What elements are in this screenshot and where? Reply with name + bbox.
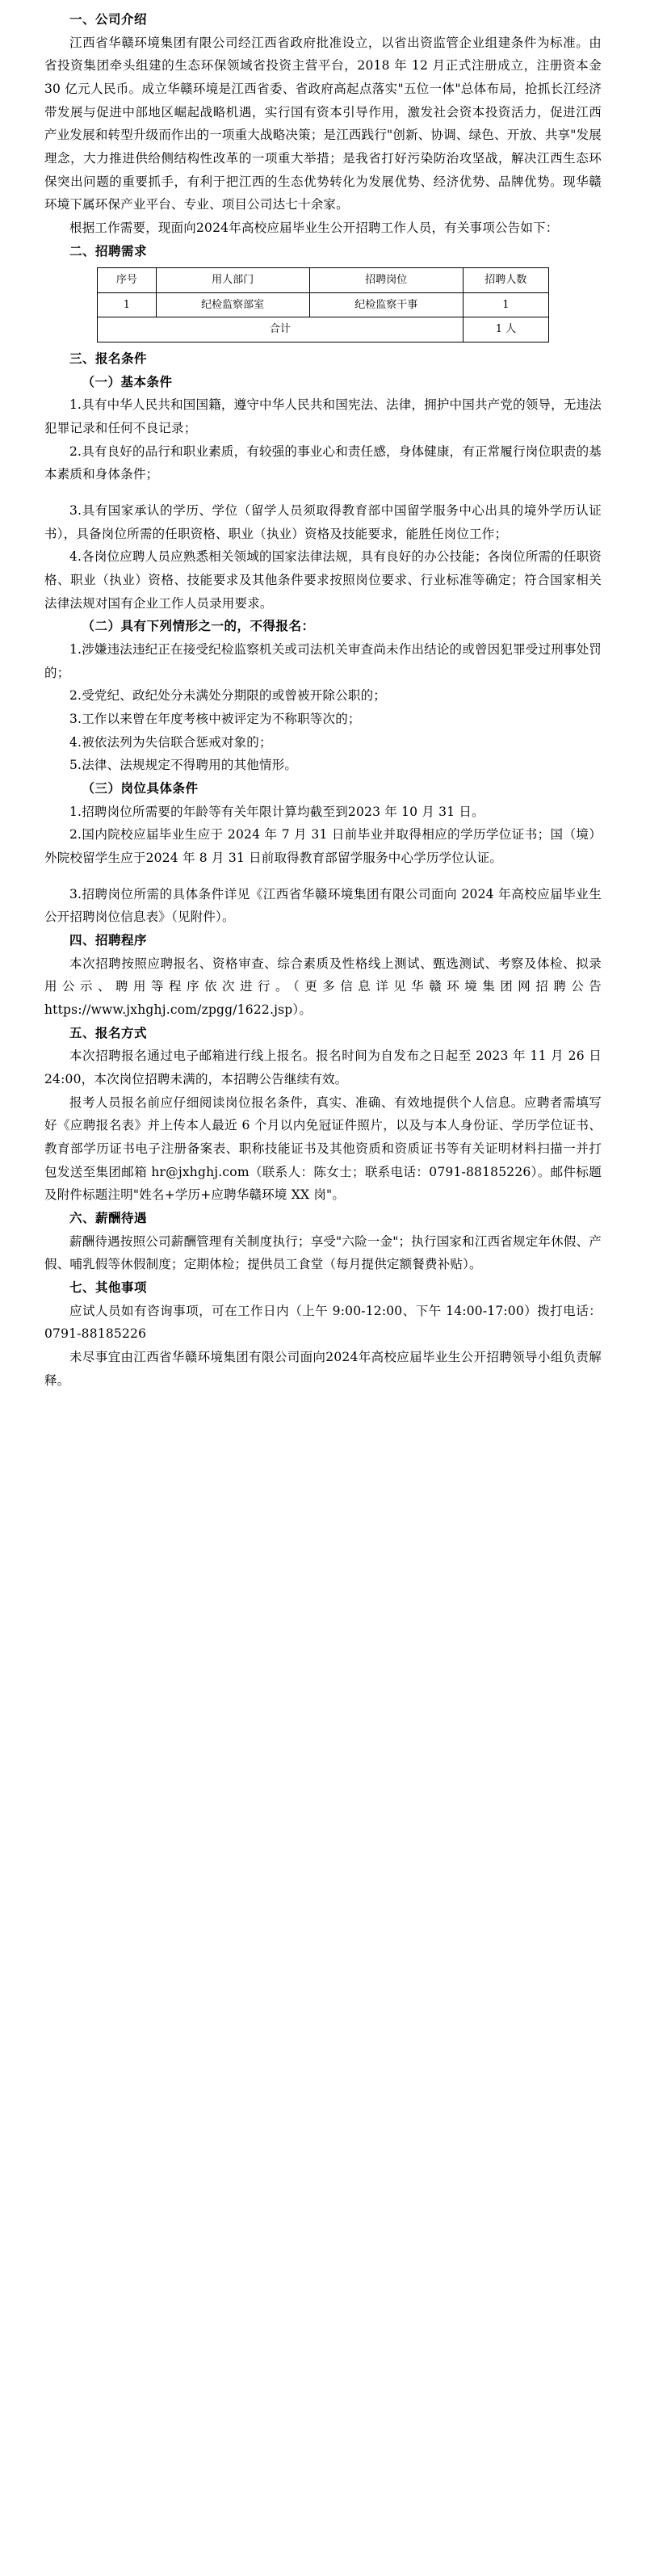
cell-post: 纪检监察干事 <box>309 292 463 317</box>
section-heading-conditions: 三、报名条件 <box>69 350 148 366</box>
total-value: 1 人 <box>463 317 548 342</box>
column-header-count: 招聘人数 <box>463 268 548 293</box>
disqualify-item-3: 3.工作以来曾在年度考核中被评定为不称职等次的； <box>69 711 361 726</box>
section-heading-needs: 二、招聘需求 <box>69 242 148 258</box>
others-paragraph-2: 未尽事宜由江西省华赣环境集团有限公司面向2024年高校应届毕业生公开招聘领导小组负责解释。 <box>44 1350 602 1388</box>
spacer <box>44 870 602 883</box>
section-heading-company-intro: 一、公司介绍 <box>69 11 148 27</box>
table-header <box>98 268 549 293</box>
cell-no: 1 <box>98 292 157 317</box>
column-header-post: 招聘岗位 <box>309 268 463 293</box>
cell-department: 纪检监察部室 <box>156 292 309 317</box>
column-header-department: 用人部门 <box>156 268 309 293</box>
disqualify-item-5: 5.法律、法规规定不得聘用的其他情形。 <box>69 758 298 773</box>
post-condition-item-1: 1.招聘岗位所需要的年龄等有关年限计算均截至到2023 年 10 月 31 日。 <box>69 804 484 819</box>
cell-count: 1 <box>463 292 548 317</box>
recruitment-needs-table <box>97 267 549 342</box>
company-intro-paragraph-2: 根据工作需要，现面向2024年高校应届毕业生公开招聘工作人员，有关事项公告如下： <box>69 221 559 236</box>
table-body <box>98 292 549 342</box>
disqualify-item-2: 2.受党纪、政纪处分未满处分期限的或曾被开除公职的； <box>69 688 386 704</box>
basic-condition-item-2: 2.具有良好的品行和职业素质，有较强的事业心和责任感，身体健康，有正常履行岗位职责的基本素质和身体条件； <box>44 443 602 482</box>
apply-paragraph-2: 报考人员报名前应仔细阅读岗位报名条件，真实、准确、有效地提供个人信息。应聘者需填写好《应聘报名表》并上传本人最近 6 个月以内免冠证件照片，以及与本人身份证、学历学位证书、教育部学历证书电子注册备案表、职称技能证书及其他资质和资质证书等有关证明材料扫描一并打包发送至集团邮箱 hr@jxhghj.com（联系人：陈女士；联系电话：0791-88185226）。邮件标题及附件标题注明"姓名+学历+应聘华赣环境 XX 岗"。 <box>44 1095 602 1203</box>
section-heading-procedure: 四、招聘程序 <box>69 932 148 948</box>
table-header-row <box>98 268 549 293</box>
section-heading-salary: 六、薪酬待遇 <box>69 1210 148 1226</box>
disqualify-item-4: 4.被依法列为失信联合惩戒对象的； <box>69 734 272 750</box>
spacer <box>44 486 602 499</box>
others-paragraph-1: 应试人员如有咨询事项，可在工作日内（上午 9:00-12:00、下午 14:00-17:00）拨打电话：0791-88185226 <box>44 1303 602 1342</box>
subsection-heading-disqualify: （二）具有下列情形之一的，不得报名： <box>82 618 315 634</box>
table-row <box>98 292 549 317</box>
basic-condition-item-3: 3.具有国家承认的学历、学位（留学人员须取得教育部中国留学服务中心出具的境外学历认证书），具备岗位所需的任职资格、职业（执业）资格及技能要求，能胜任岗位工作； <box>44 502 602 541</box>
disqualify-item-1: 1.涉嫌违法违纪正在接受纪检监察机关或司法机关审查尚未作出结论的或曾因犯罪受过刑事处罚的； <box>44 641 602 680</box>
basic-condition-item-1: 1.具有中华人民共和国国籍，遵守中华人民共和国宪法、法律，拥护中国共产党的领导，无违法犯罪记录和任何不良记录； <box>44 397 602 435</box>
apply-paragraph-1: 本次招聘报名通过电子邮箱进行线上报名。报名时间为自发布之日起至 2023 年 11 月 26 日 24:00，本次岗位招聘未满的，本招聘公告继续有效。 <box>44 1048 602 1087</box>
total-label: 合计 <box>98 317 464 342</box>
company-intro-paragraph-1: 江西省华赣环境集团有限公司经江西省政府批准设立，以省出资监管企业组建条件为标准。由省投资集团牵头组建的生态环保领域省投资主营平台，2018 年 12 月正式注册成立，注册资本金 30 亿元人民币。成立华赣环境是江西省委、省政府高起点落实"五位一体"总体布局，抢抓长江经济带发展与促进中部地区崛起战略机遇，实行国有资本引导作用，激发社会资本投资活力，促进江西产业发展和转型升级而作出的一项重大战略决策；是江西践行"创新、协调、绿色、开放、共享"发展理念，大力推进供给侧结构性改革的一项重大举措；是我省打好污染防治攻坚战，解决江西生态环保突出问题的重要抓手，有利于把江西的生态优势转化为发展优势、经济优势、品牌优势。现华赣环境下属环保产业平台、专业、项目公司达七十余家。 <box>44 35 602 212</box>
post-condition-item-2: 2.国内院校应届毕业生应于 2024 年 7 月 31 日前毕业并取得相应的学历学位证书；国（境）外院校留学生应于2024 年 8 月 31 日前取得教育部留学服务中心学历学位认证。 <box>44 827 602 865</box>
subsection-heading-basic: （一）基本条件 <box>82 373 173 389</box>
table-total-row <box>98 317 549 342</box>
basic-condition-item-4: 4.各岗位应聘人员应熟悉相关领域的国家法律法规，具有良好的办公技能；各岗位所需的任职资格、职业（执业）资格、技能要求及其他条件要求按照岗位要求、行业标准等确定；符合国家相关法律法规对国有企业工作人员录用要求。 <box>44 549 602 611</box>
column-header-no: 序号 <box>98 268 157 293</box>
subsection-heading-post: （三）岗位具体条件 <box>82 780 199 796</box>
section-heading-others: 七、其他事项 <box>69 1280 148 1296</box>
section-heading-apply: 五、报名方式 <box>69 1024 148 1040</box>
post-condition-item-3: 3.招聘岗位所需的具体条件详见《江西省华赣环境集团有限公司面向 2024 年高校应届毕业生公开招聘岗位信息表》（见附件）。 <box>44 886 602 925</box>
salary-paragraph-1: 薪酬待遇按照公司薪酬管理有关制度执行；享受"六险一金"；执行国家和江西省规定年休假、产假、哺乳假等休假制度；定期体检；提供员工食堂（每月提供定额餐费补贴）。 <box>44 1233 602 1272</box>
procedure-paragraph-1: 本次招聘按照应聘报名、资格审查、综合素质及性格线上测试、甄选测试、考察及体检、拟录用公示、聘用等程序依次进行。（更多信息详见华赣环境集团网招聘公告 https://www.jxhghj.com/zpgg/1622.jsp）。 <box>44 956 602 1018</box>
